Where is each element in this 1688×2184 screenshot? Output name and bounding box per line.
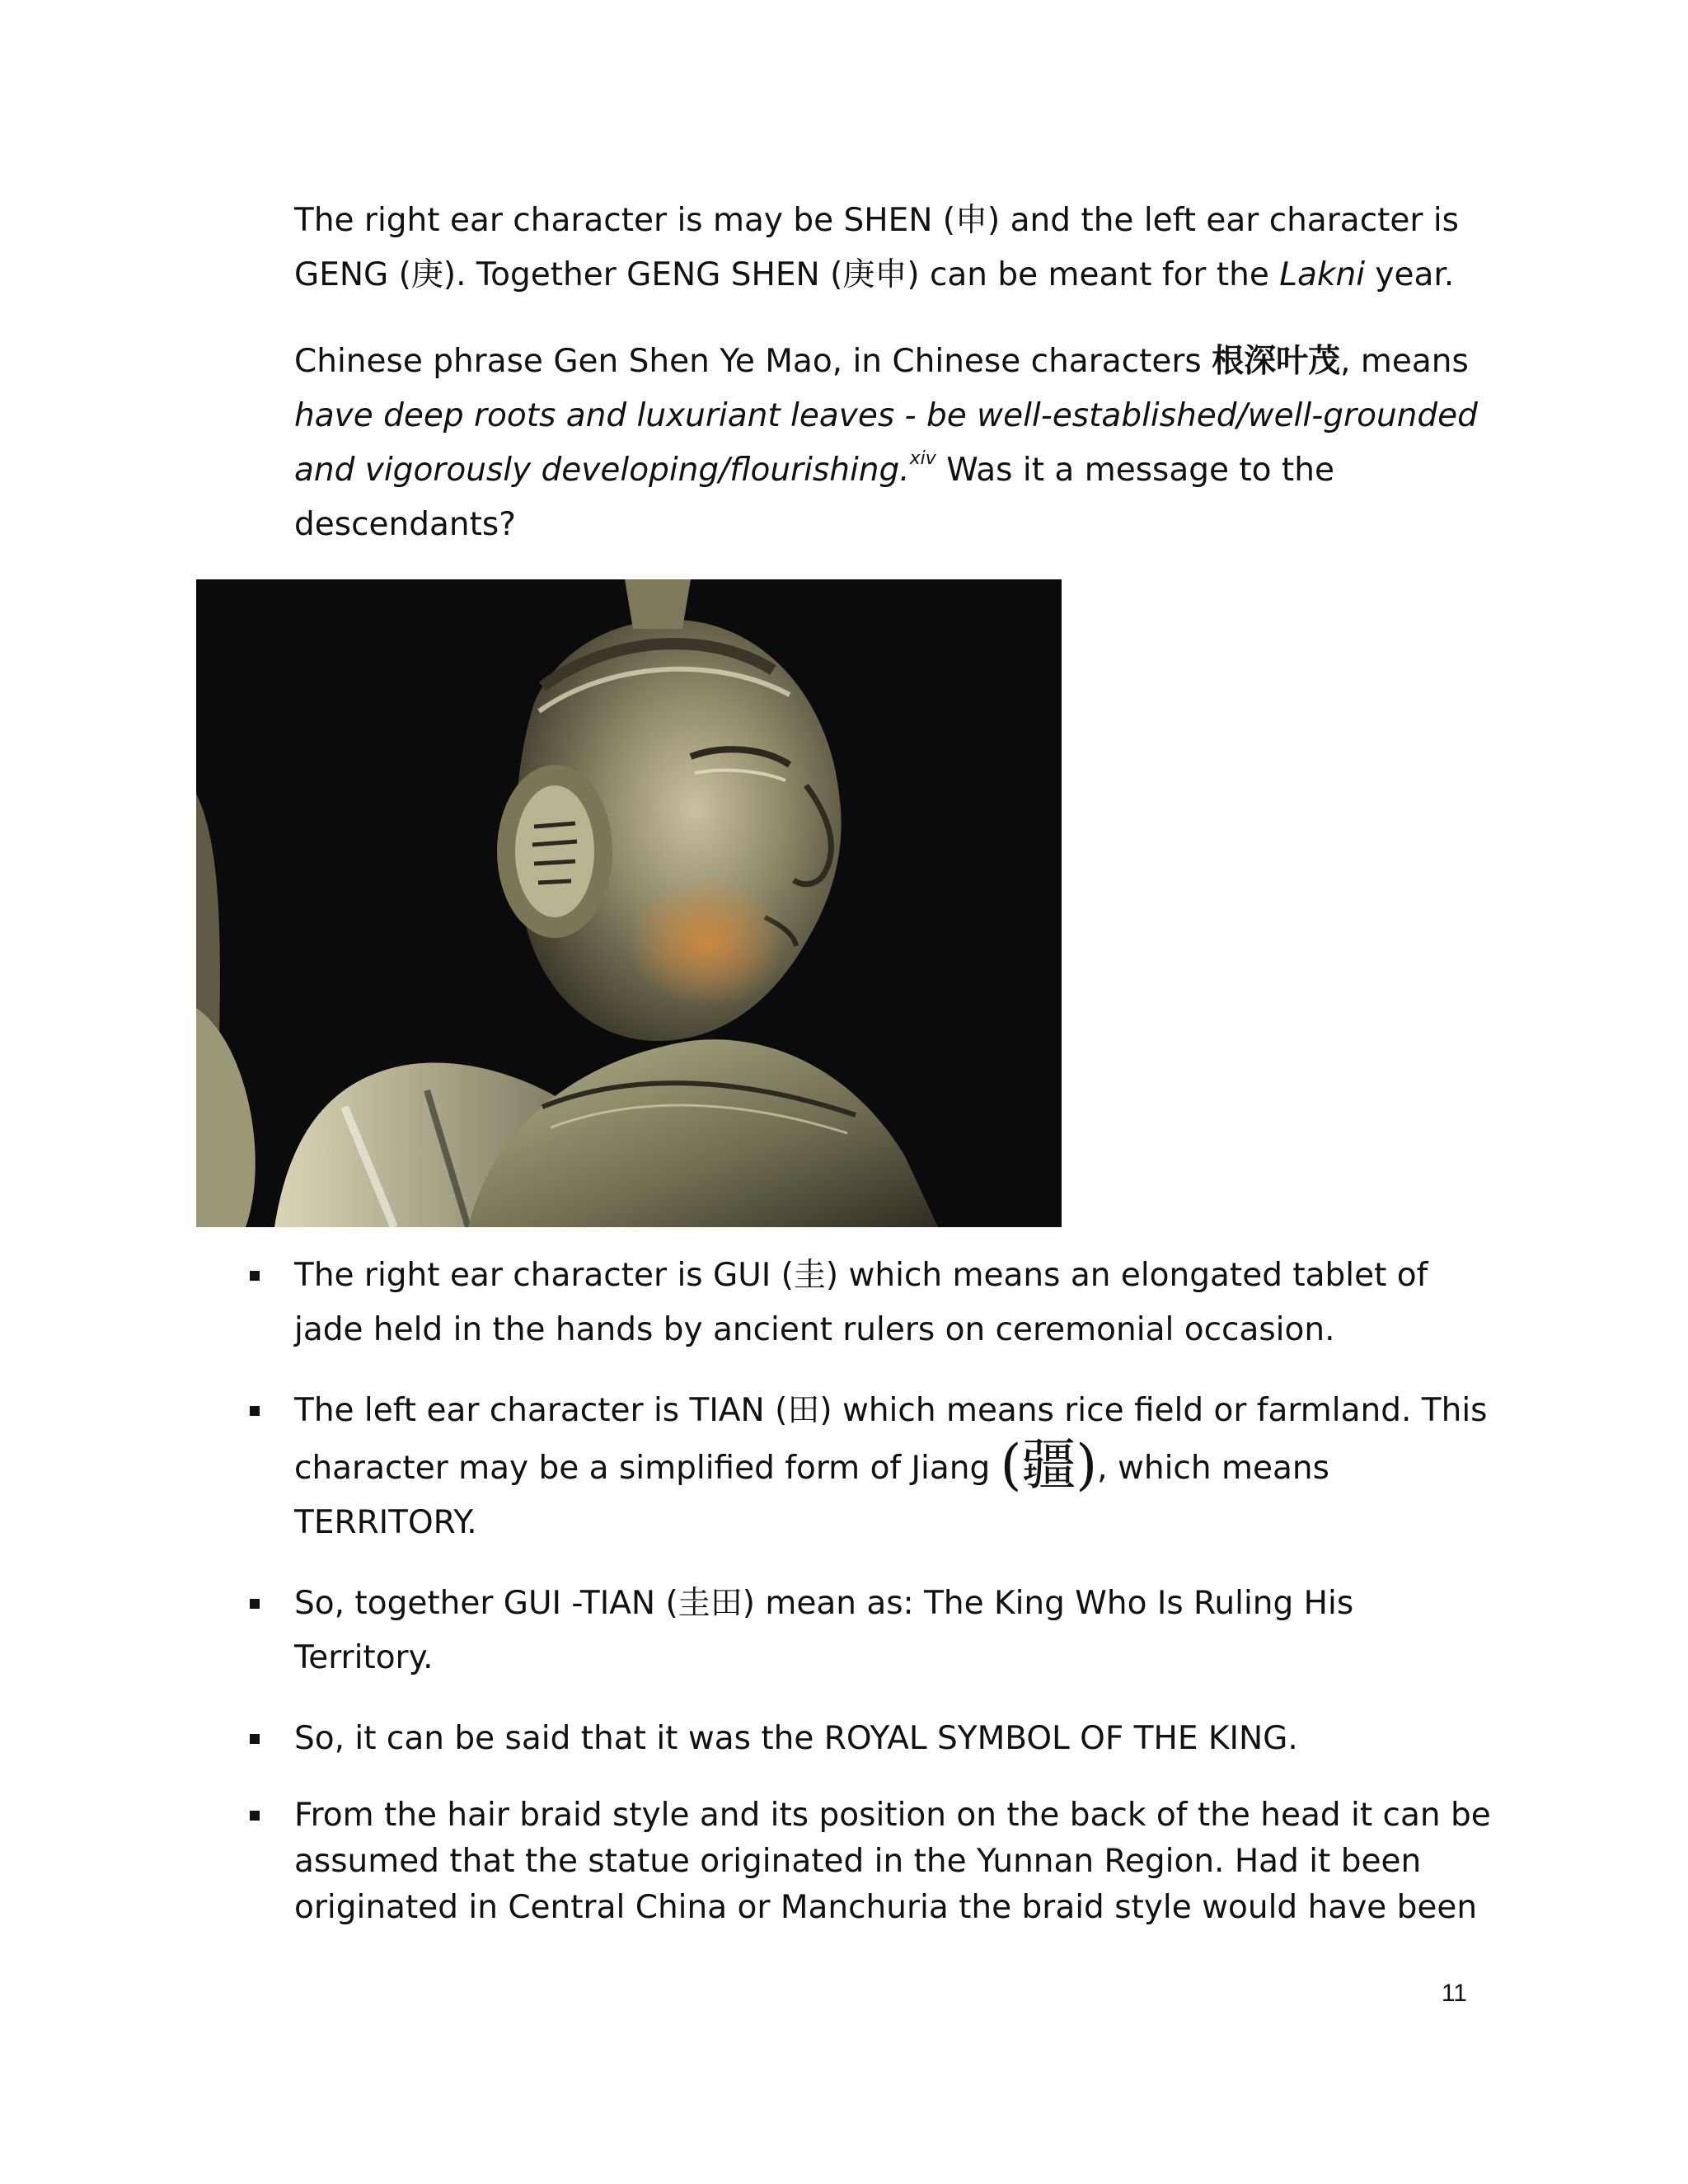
page-number: 11 (1441, 1980, 1467, 2007)
bullet-tian (245, 1384, 1498, 1550)
chinese-character-shen: 申 (955, 202, 988, 239)
bullet-gui-tian (245, 1577, 1498, 1685)
italic-meaning: have deep roots and luxuriant leaves - be well-established/well-grounded and vigorously developing/flourishing. (294, 397, 1478, 489)
text-segment: , which means TERRITORY. (294, 1450, 1329, 1541)
text-segment: ) which means rice field or farmland. This character may be a simplified form of Jiang (294, 1392, 1488, 1487)
chinese-character-tian: 田 (787, 1392, 820, 1429)
text-segment: ). Together GENG SHEN ( (443, 256, 843, 293)
statue-head-photo (196, 579, 1062, 1227)
text-segment: ) and the left ear character is GENG ( (294, 202, 1460, 293)
chinese-character-geng: 庚 (410, 256, 443, 293)
chinese-characters-geng-shen: 庚申 (842, 256, 907, 293)
text-segment: The right ear character is may be SHEN ( (294, 202, 956, 239)
text-segment: , means (1340, 343, 1469, 380)
paragraph-geng-shen (294, 194, 1481, 302)
chinese-characters-gui-tian: 圭田 (678, 1585, 743, 1622)
italic-word-lakni: Lakni (1279, 256, 1366, 293)
text-segment: From the hair braid style and its position on the back of the head it can be assumed that the statue originated in the Yunnan Region. Had it been originated in Central China or Manchuria the braid style would have been (294, 1797, 1491, 1926)
bronze-statue-illustration (196, 579, 1062, 1227)
footnote-reference: xiv (909, 448, 936, 469)
text-segment: So, it can be said that it was the ROYAL SYMBOL OF THE KING. (294, 1720, 1298, 1757)
bullet-braid-style (245, 1793, 1498, 1931)
text-segment: year. (1365, 256, 1455, 293)
text-segment: The right ear character is GUI ( (294, 1257, 794, 1294)
chinese-character-gui: 圭 (793, 1257, 826, 1294)
text-segment: ) which means an elongated tablet of jade held in the hands by ancient rulers on ceremonial occasion. (294, 1257, 1428, 1348)
bullet-royal-symbol (245, 1712, 1498, 1766)
text-segment: ) can be meant for the (907, 256, 1280, 293)
bullet-gui (245, 1249, 1498, 1357)
chinese-character-jiang: (疆) (1000, 1433, 1098, 1497)
bullet-list (245, 1249, 1498, 1957)
text-segment: Chinese phrase Gen Shen Ye Mao, in Chinese characters (294, 343, 1212, 380)
chinese-phrase: 根深叶茂 (1212, 343, 1341, 380)
paragraph-gen-shen-ye-mao (294, 335, 1481, 552)
text-segment: ) mean as: The King Who Is Ruling His Territory. (294, 1585, 1354, 1676)
text-segment: The left ear character is TIAN ( (294, 1392, 788, 1429)
text-segment: So, together GUI -TIAN ( (294, 1585, 678, 1622)
text-segment: Was it a message to the descendants? (294, 452, 1334, 543)
